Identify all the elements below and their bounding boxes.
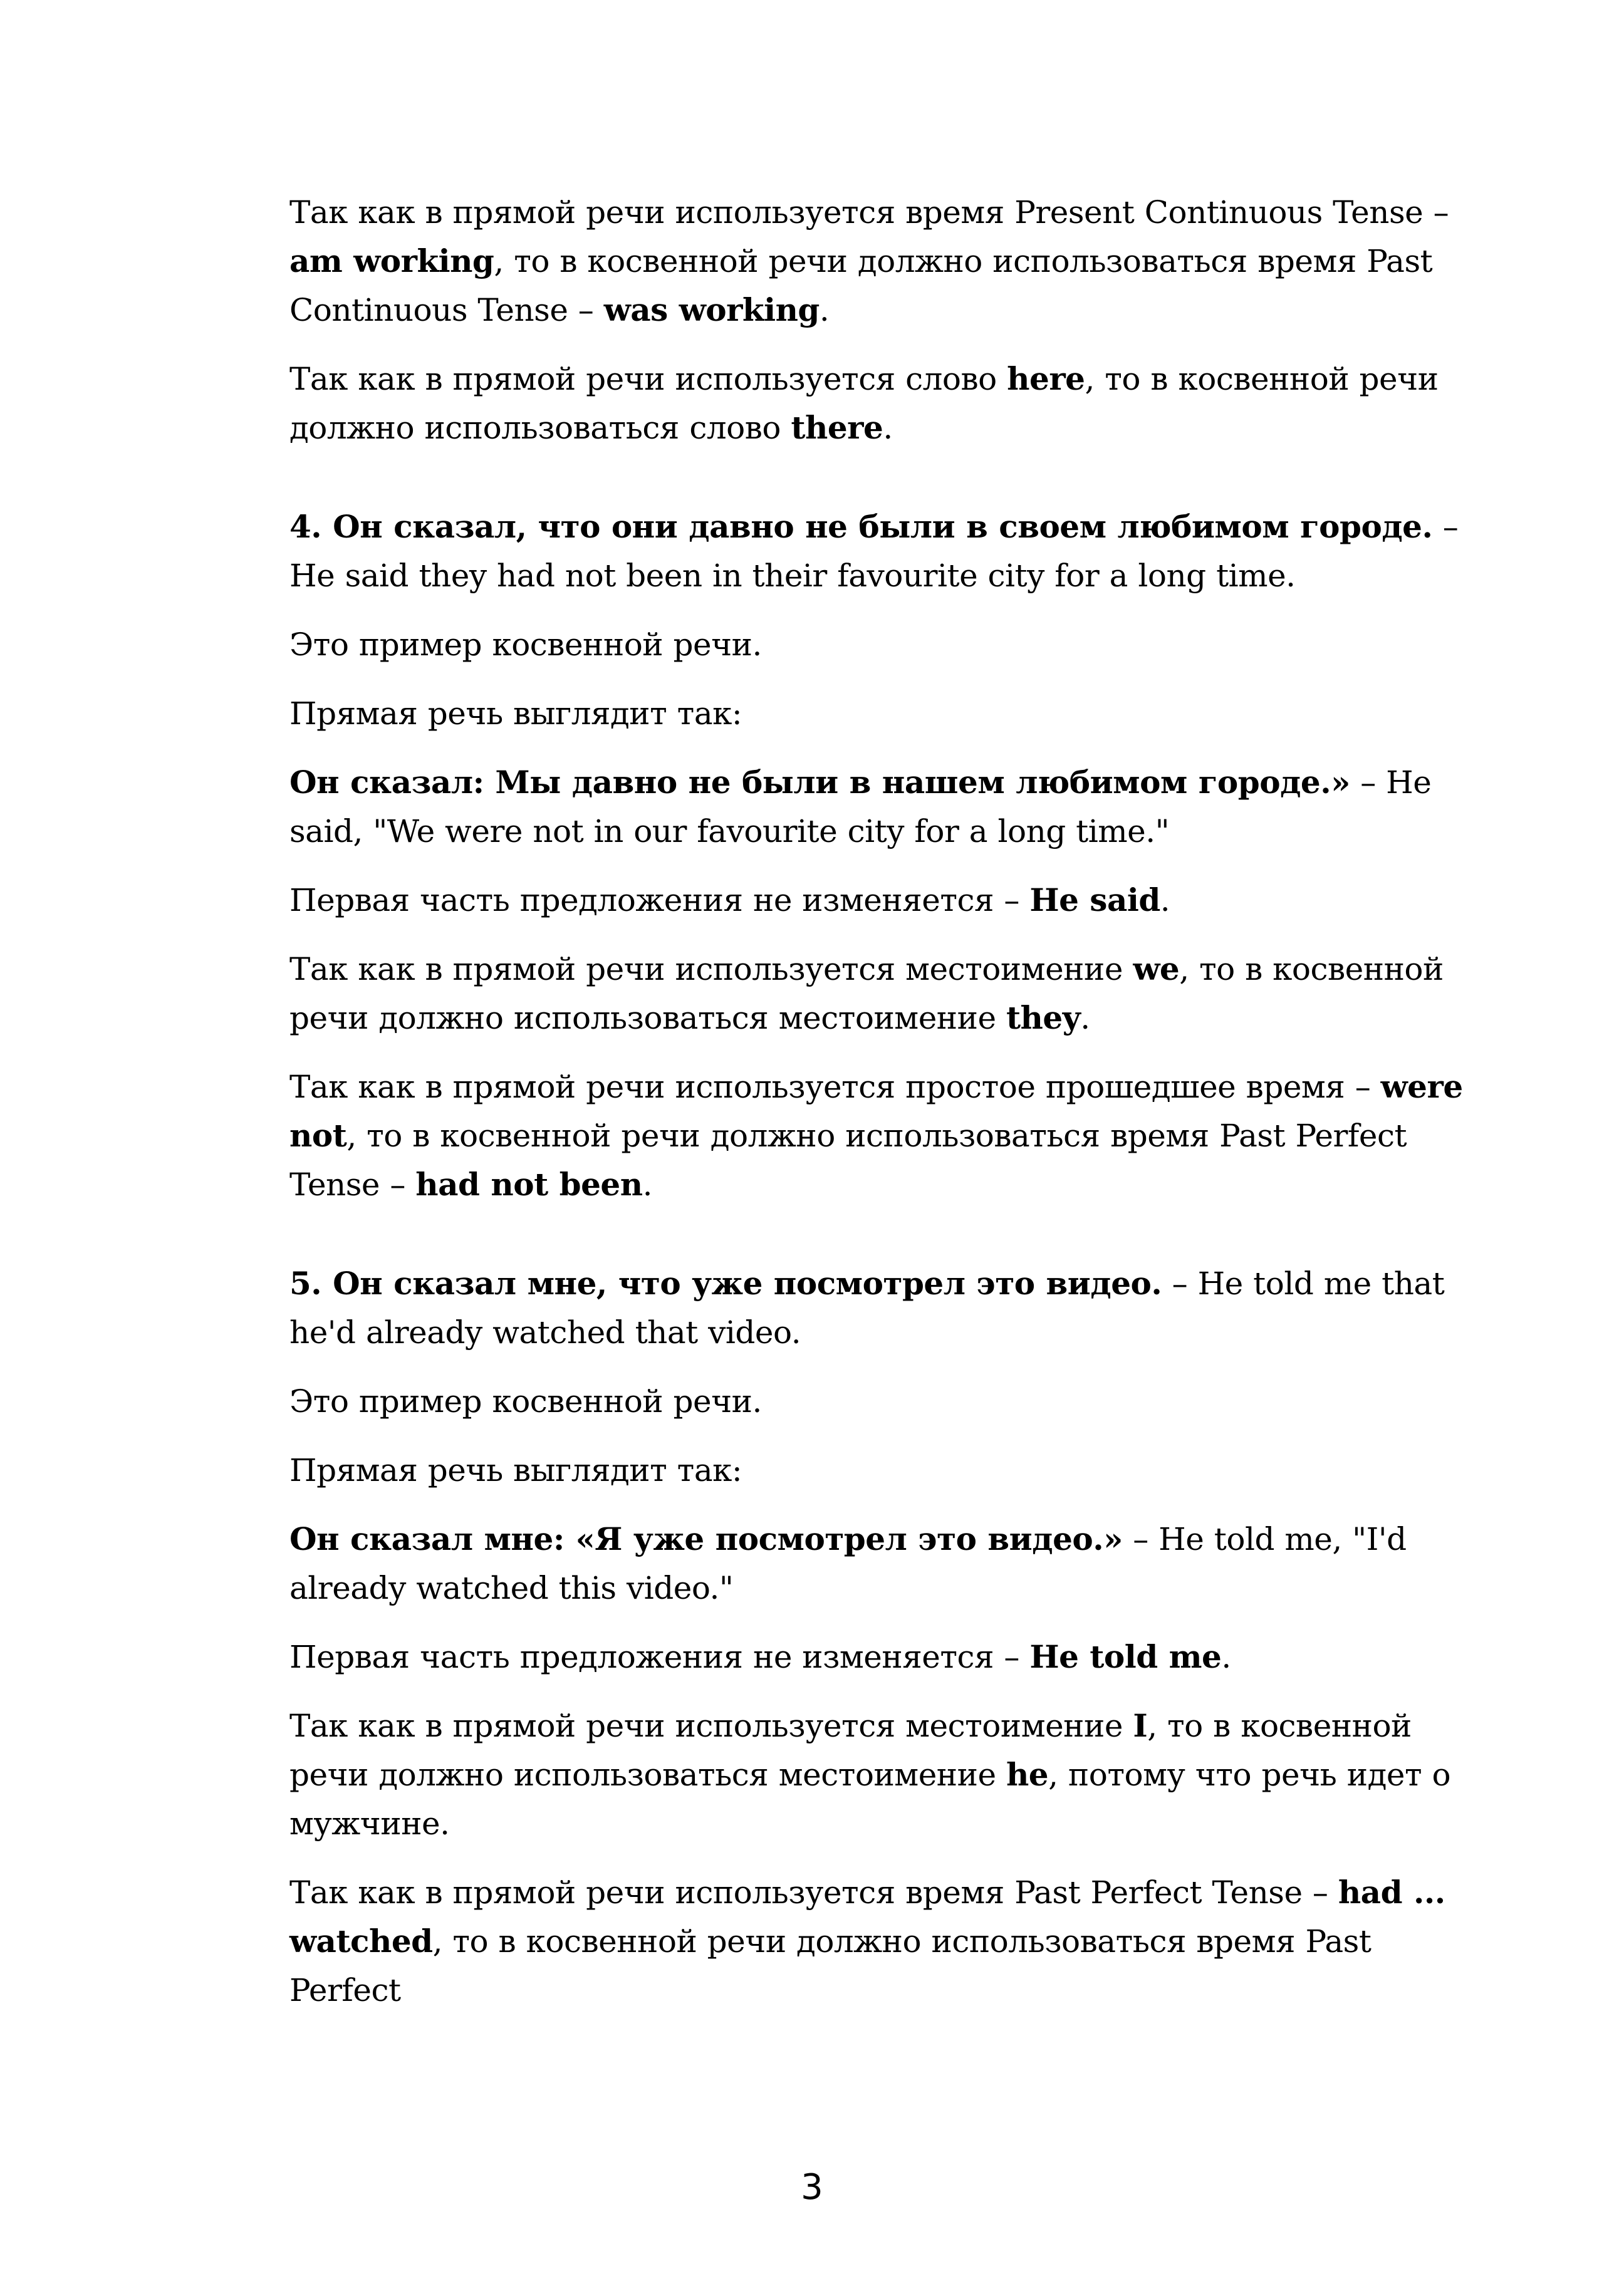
paragraph <box>289 1515 1467 1613</box>
document-body <box>289 188 1467 2035</box>
bold-text-run: he <box>1006 1756 1049 1793</box>
text-run: . <box>819 292 830 328</box>
text-run: . <box>1080 1000 1090 1036</box>
text-run: , то в косвенной речи должно использоваться время Past Continuous Tense – <box>289 243 1433 328</box>
bold-text-run: 5. Он сказал мне, что уже посмотрел это видео. <box>289 1265 1162 1302</box>
bold-text-run: Он сказал мне: «Я уже посмотрел это видео.» <box>289 1520 1123 1557</box>
bold-text-run: I <box>1133 1707 1148 1744</box>
text-run: – He told me, "I'd already watched this video." <box>289 1521 1407 1606</box>
text-run: Прямая речь выглядит так: <box>289 1452 742 1488</box>
bold-text-run: here <box>1007 360 1085 397</box>
paragraph <box>289 1633 1467 1681</box>
paragraph <box>289 1868 1467 2015</box>
numbered-item-paragraph <box>289 1259 1467 1357</box>
paragraph <box>289 689 1467 738</box>
text-run: Так как в прямой речи используется слово <box>289 361 1007 397</box>
text-run: Так как в прямой речи используется местоимение <box>289 951 1133 987</box>
bold-text-run: 4. Он сказал, что они давно не были в своем любимом городе. <box>289 508 1433 545</box>
paragraph <box>289 1062 1467 1209</box>
paragraph <box>289 188 1467 335</box>
paragraph <box>289 876 1467 925</box>
paragraph <box>289 758 1467 856</box>
text-run: , то в косвенной речи должно использоваться слово <box>289 361 1439 446</box>
text-run: – He said they had not been in their favourite city for a long time. <box>289 509 1459 594</box>
text-run: Это пример косвенной речи. <box>289 1383 762 1420</box>
text-run: – He said, "We were not in our favourite city for a long time." <box>289 764 1432 849</box>
text-run: Так как в прямой речи используется время Past Perfect Tense – <box>289 1874 1338 1911</box>
text-run: , то в косвенной речи должно использоваться местоимение <box>289 951 1444 1036</box>
bold-text-run: had not been <box>415 1166 643 1203</box>
paragraph <box>289 945 1467 1042</box>
text-run: , то в косвенной речи должно использоваться местоимение <box>289 1708 1412 1793</box>
bold-text-run: had ... watched <box>289 1874 1445 1960</box>
text-run: – He told me that he'd already watched that video. <box>289 1265 1445 1351</box>
text-run: Так как в прямой речи используется время Present Continuous Tense – <box>289 194 1449 231</box>
bold-text-run: Он сказал: Мы давно не были в нашем любимом городе.» <box>289 764 1350 801</box>
text-run: Так как в прямой речи используется местоимение <box>289 1708 1133 1744</box>
bold-text-run: there <box>791 409 883 446</box>
bold-text-run: am working <box>289 242 494 279</box>
text-run: Первая часть предложения не изменяется – <box>289 882 1030 918</box>
paragraph <box>289 1377 1467 1426</box>
paragraph <box>289 620 1467 669</box>
text-run: . <box>642 1166 652 1203</box>
bold-text-run: they <box>1006 999 1081 1036</box>
text-run: . <box>1160 882 1170 918</box>
bold-text-run: we <box>1133 950 1180 987</box>
text-run: . <box>1221 1639 1231 1675</box>
text-run: , потому что речь идет о мужчине. <box>289 1757 1451 1842</box>
text-run: , то в косвенной речи должно использоваться время Past Perfect Tense – <box>289 1118 1407 1203</box>
text-run: . <box>883 410 893 446</box>
text-run: , то в косвенной речи должно использоваться время Past Perfect <box>289 1923 1372 2008</box>
paragraph <box>289 1701 1467 1848</box>
bold-text-run: were not <box>289 1068 1463 1154</box>
numbered-item-paragraph <box>289 502 1467 600</box>
text-run: Это пример косвенной речи. <box>289 626 762 663</box>
page-number: 3 <box>801 2167 823 2208</box>
bold-text-run: was working <box>603 291 820 328</box>
bold-text-run: He told me <box>1029 1638 1222 1675</box>
bold-text-run: He said <box>1029 881 1160 918</box>
text-run: Прямая речь выглядит так: <box>289 695 742 732</box>
text-run: Первая часть предложения не изменяется – <box>289 1639 1030 1675</box>
paragraph <box>289 1446 1467 1495</box>
text-run: Так как в прямой речи используется простое прошедшее время – <box>289 1069 1381 1105</box>
paragraph <box>289 355 1467 452</box>
